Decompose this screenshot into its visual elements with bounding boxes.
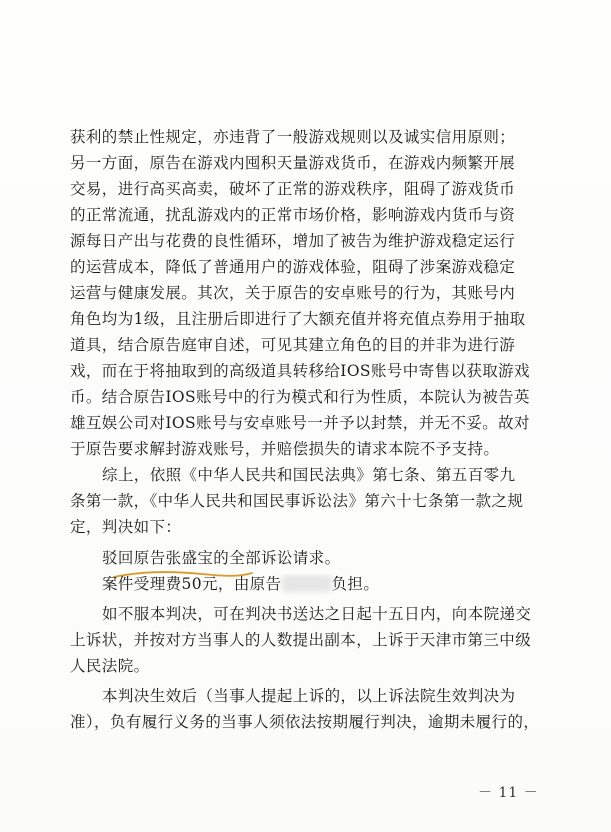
body-text-line: 雄互娱公司对IOS账号与安卓账号一并予以封禁，并无不妥。故对	[70, 414, 530, 432]
body-text-line: 道具，结合原告庭审自述，可见其建立角色的目的并非为进行游	[70, 336, 516, 354]
body-text-line: 币。结合原告IOS账号中的行为模式和行为性质，本院认为被告英	[70, 388, 530, 406]
body-text-line: 角色均为1级，且注册后即进行了大额充值并将充值点券用于抽取	[70, 310, 526, 328]
body-text-line: 条第一款，《中华人民共和国民事诉讼法》第六十七条第一款之规	[70, 492, 524, 510]
appeal-paragraph-start: 如不服本判决，可在判决书送达之日起十五日内，向本院递交	[102, 605, 532, 623]
body-text-line: 的运营成本，降低了普通用户的游戏体验，阻碍了涉案游戏稳定	[70, 258, 516, 276]
court-fee-line	[102, 574, 542, 596]
body-text-line: 的正常流通，扰乱游戏内的正常市场价格，影响游戏内货币与资	[70, 206, 516, 224]
court-fee-text: 案件受理费50元，由原告	[102, 575, 282, 593]
body-text-line: 人民法院。	[70, 657, 150, 675]
body-text-line: 定，判决如下：	[70, 518, 182, 536]
redacted-name-blur	[282, 575, 332, 592]
effect-paragraph-start: 本判决生效后（当事人提起上诉的，以上诉法院生效判决为	[102, 687, 516, 705]
body-text-line: 运营与健康发展。其次，关于原告的安卓账号的行为，其账号内	[70, 284, 516, 302]
body-text-line: 源每日产出与花费的良性循环，增加了被告为维护游戏稳定运行	[70, 232, 516, 250]
body-text-line: 准），负有履行义务的当事人须依法按期履行判决，逾期未履行的，	[70, 713, 540, 731]
court-fee-text-end: 负担。	[331, 575, 380, 593]
body-text-line: 交易，进行高买高卖，破坏了正常的游戏秩序，阻碍了游戏货币	[70, 180, 516, 198]
body-text-line: 于原告要求解封游戏账号，并赔偿损失的请求本院不予支持。	[70, 440, 500, 458]
body-text-line: 上诉状，并按对方当事人的人数提出副本，上诉于天津市第三中级	[70, 631, 532, 649]
judgment-item: 驳回原告张盛宝的全部诉讼请求。	[102, 549, 341, 567]
body-text-line: 获利的禁止性规定，亦违背了一般游戏规则以及诚实信用原则；	[70, 128, 516, 146]
conclusion-paragraph-start: 综上，依照《中华人民共和国民法典》第七条、第五百零九	[102, 466, 516, 484]
body-text-line: 戏，而在于将抽取到的高级道具转移给IOS账号中寄售以获取游戏	[70, 362, 530, 380]
body-text-line: 另一方面，原告在游戏内囤积天量游戏货币，在游戏内频繁开展	[70, 154, 516, 172]
page-number: － 11 －	[478, 785, 539, 801]
